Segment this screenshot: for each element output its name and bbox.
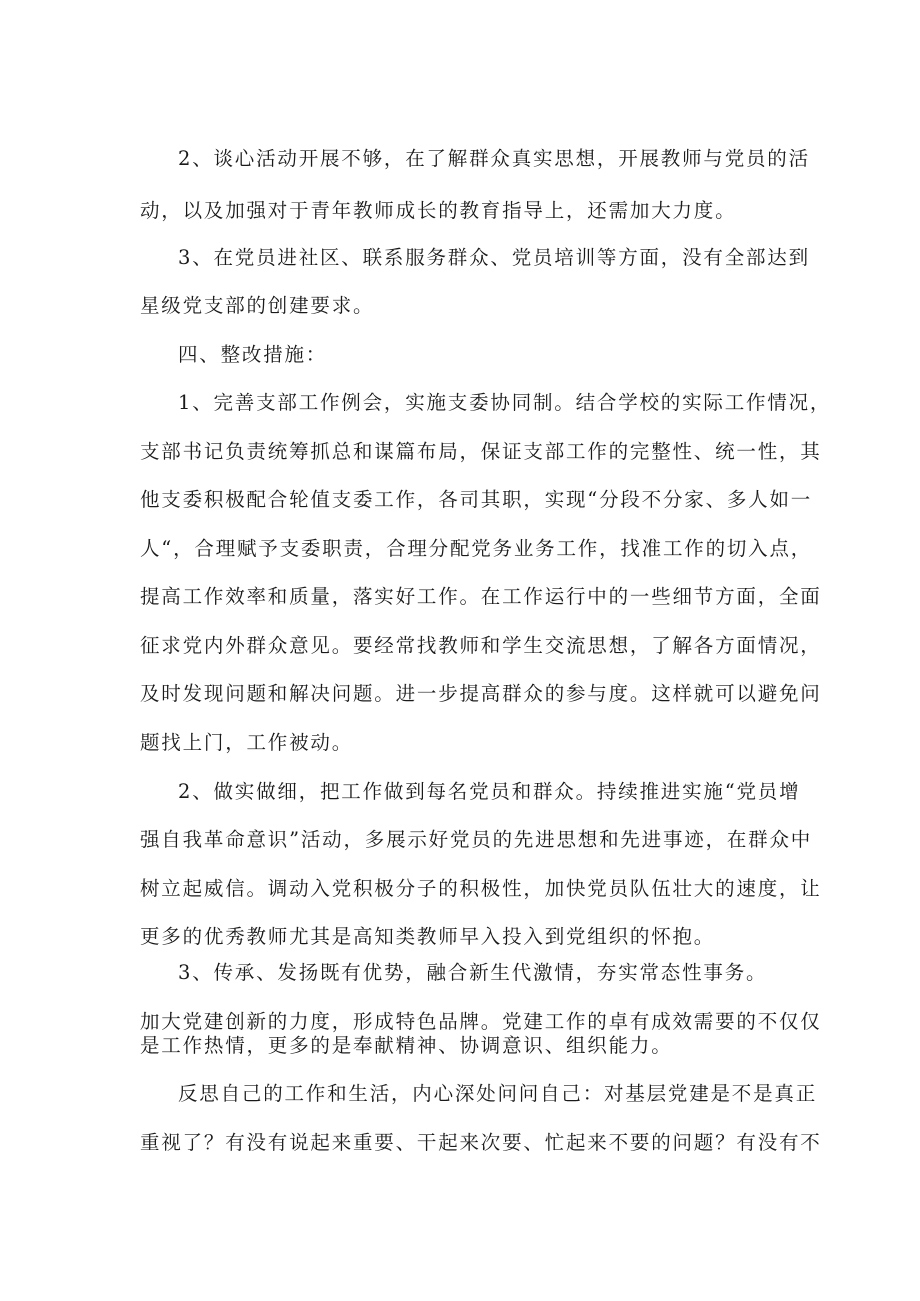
text-line-11: 征求党内外群众意见。要经常找教师和学生交流思想，了解各方面情况， xyxy=(140,634,822,657)
text-line-19: 加大党建创新的力度，形成特色品牌。党建工作的卓有成效需要的不仅仅 xyxy=(140,1010,822,1033)
text-line-17: 更多的优秀教师尤其是高知类教师早入投入到党组织的怀抱。 xyxy=(140,925,716,948)
section-heading: 四、整改措施： xyxy=(178,343,328,366)
text-line-22: 重视了？有没有说起来重要、干起来次要、忙起来不要的问题？有没有不 xyxy=(140,1131,822,1154)
text-line-18: 3、传承、发扬既有优势，融合新生代激情，夯实常态性事务。 xyxy=(178,961,768,984)
text-line-21: 反思自己的工作和生活，内心深处问问自己：对基层党建是不是真正 xyxy=(178,1082,818,1105)
text-line-14: 2、做实做细，把工作做到每名党员和群众。持续推进实施“党员增 xyxy=(178,780,801,803)
text-line-10: 提高工作效率和质量，落实好工作。在工作运行中的一些细节方面，全面 xyxy=(140,585,822,608)
text-line-2: 动，以及加强对于青年教师成长的教育指导上，还需加大力度。 xyxy=(140,199,737,222)
text-line-20: 是工作热情，更多的是奉献精神、协调意识、组织能力。 xyxy=(140,1034,673,1057)
text-line-9: 人“，合理赋予支委职责，合理分配党务业务工作，找准工作的切入点， xyxy=(140,537,813,560)
text-line-4: 星级党支部的创建要求。 xyxy=(140,294,375,317)
text-line-6: 1、完善支部工作例会，实施支委协同制。结合学校的实际工作情况， xyxy=(178,391,832,414)
text-line-1: 2、谈心活动开展不够，在了解群众真实思想，开展教师与党员的活 xyxy=(178,147,810,170)
text-line-3: 3、在党员进社区、联系服务群众、党员培训等方面，没有全部达到 xyxy=(178,246,810,269)
text-line-15: 强自我革命意识”活动，多展示好党员的先进思想和先进事迹，在群众中 xyxy=(140,828,813,851)
text-line-7: 支部书记负责统筹抓总和谋篇布局，保证支部工作的完整性、统一性，其 xyxy=(140,440,822,463)
text-line-8: 他支委积极配合轮值支委工作，各司其职，实现“分段不分家、多人如一 xyxy=(140,488,813,511)
text-line-12: 及时发现问题和解决问题。进一步提高群众的参与度。这样就可以避免问 xyxy=(140,682,822,705)
text-line-16: 树立起威信。调动入党积极分子的积极性，加快党员队伍壮大的速度，让 xyxy=(140,877,822,900)
text-line-13: 题找上门，工作被动。 xyxy=(140,731,354,754)
